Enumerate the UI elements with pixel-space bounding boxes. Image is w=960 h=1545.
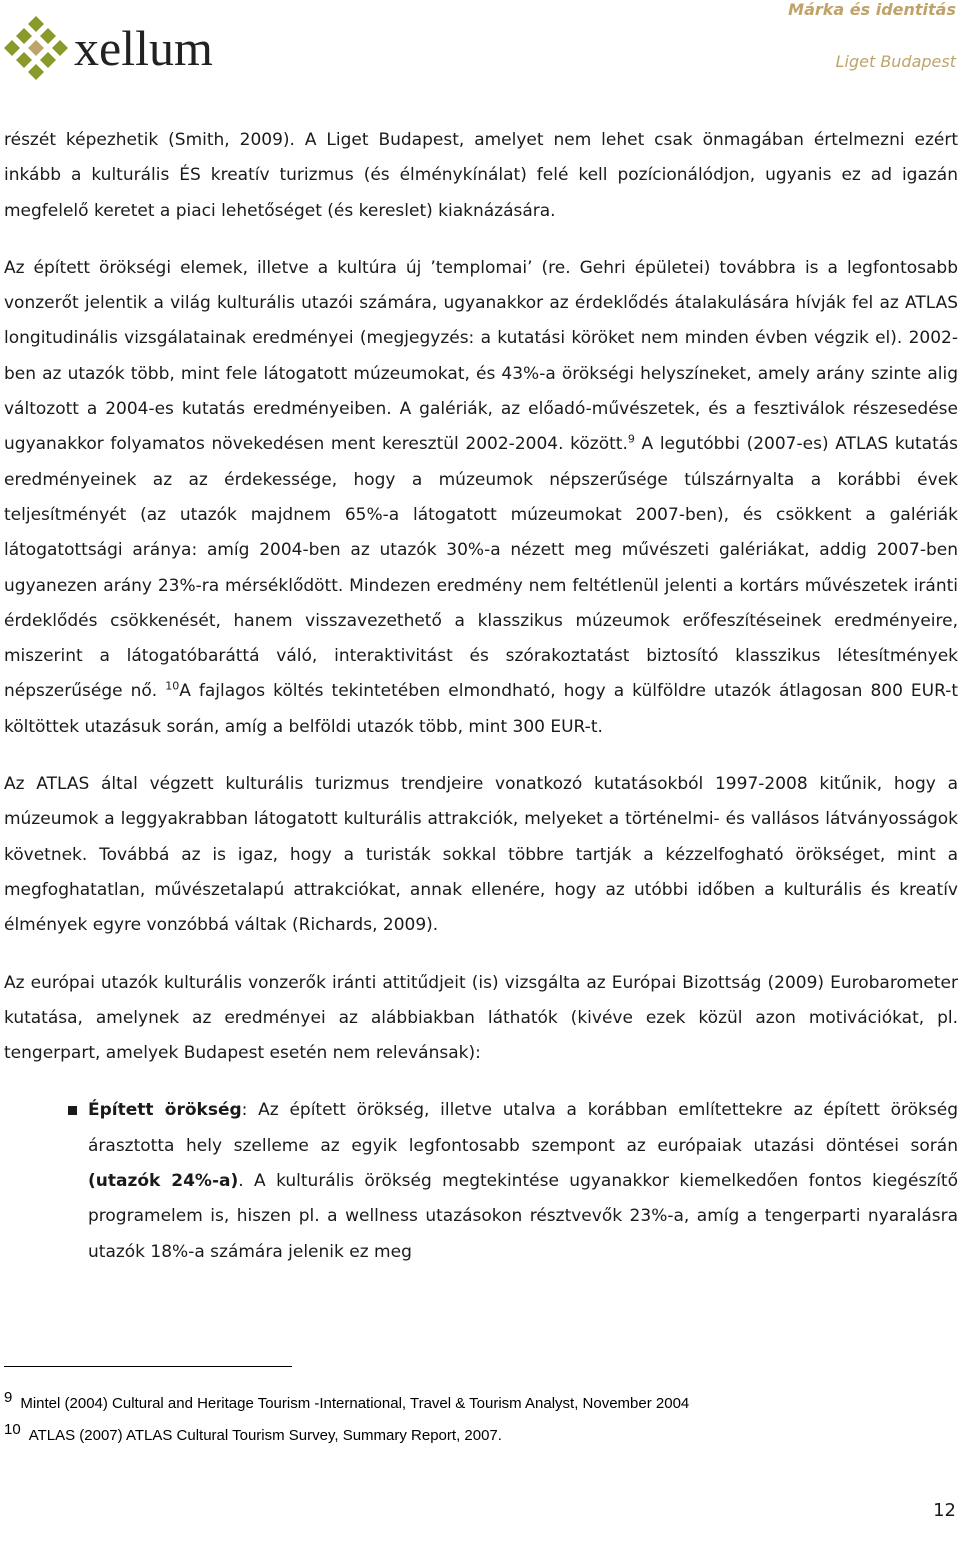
bullet-text-1: Az épített örökség, illetve utalva a korábban említettekre az épített örökség árasztotta hely szelleme az egyik legfontosabb szempont az európaiak utazási döntései során — [88, 1100, 958, 1156]
square-bullet-icon — [68, 1106, 77, 1115]
body-text — [4, 123, 958, 1270]
paragraph-atlas-part1: Az épített örökségi elemek, illetve a kultúra új ’templomai’ (re. Gehri épületei) továbbra is a legfontosabb vonzerőt jelentik a világ kulturális utazói számára, ugyanakkor az érdeklődés átalakulására hívják fel az ATLAS longitudinális vizsgálatainak eredményei (megjegyzés: a kutatási köröket nem minden évben végzik el). 2002-ben az utazók több, mint fele látogatott múzeumokat, és 43%-a örökségi helyszíneket, amely arány szinte alig változott a 2004-es kutatás eredményeiben. A galériák, az előadó-művészetek, és a fesztiválok részesedése ugyanakkor folyamatos növekedésen ment keresztül 2002-2004. között. — [4, 257, 958, 455]
paragraph-atlas-part2: A legutóbbi (2007-es) ATLAS kutatás eredményeinek az az érdekessége, hogy a múzeumok népszerűsége túlszárnyalta a korábbi évek teljesítményét (az utazók majdnem 65%-a látogatott múzeumokat 2007-ben), és csökkent a galériák látogatottsági aránya: amíg 2004-ben az utazók 30%-a nézett meg művészeti galériákat, addig 2007-ben ugyanezen arány 23%-ra mérséklődött. Mindezen eredmény nem feltétlenül jelenti a kortárs művészetek iránti érdeklődés csökkenését, hanem visszavezethető a klasszikus múzeumok erőfeszítéseinek eredményeire, miszerint a látogatóbaráttá váló, interaktivitást és szórakoztatást biztosító klasszikus létesítmények népszerűsége nő. — [4, 434, 959, 702]
footnote-text: Mintel (2004) Cultural and Heritage Tourism -International, Travel & Tourism Analyst, November 2004 — [20, 1395, 690, 1412]
footnote-10 — [4, 1421, 954, 1458]
header-title: Márka és identitás — [788, 0, 956, 19]
bullet-term: Épített örökség — [88, 1100, 242, 1121]
footnote-separator — [4, 1366, 292, 1367]
page-header — [0, 0, 960, 90]
page-number: 12 — [933, 1500, 956, 1521]
paragraph-atlas-part3: A fajlagos költés tekintetében elmondható, hogy a külföldre utazók átlagosan 800 EUR-t költöttek utazásuk során, amíg a belföldi utazók több, mint 300 EUR-t. — [4, 681, 959, 737]
bullet-sep: : — [241, 1100, 248, 1121]
footnote-9 — [4, 1389, 954, 1426]
bullet-stat: (utazók 24%-a) — [88, 1171, 239, 1192]
paragraph-trends: Az ATLAS által végzett kulturális turizmus trendjeire vonatkozó kutatásokból 1997-2008 kitűnik, hogy a múzeumok a leggyakrabban látogatott kulturális attrakciók, melyeket a történelmi- és vallásos látványosságok követnek. Továbbá az is igaz, hogy a turisták sokkal többre tartják a kézzelfogható örökséget, mint a megfoghatatlan, művészetalapú attrakciókat, annak ellenére, hogy az utóbbi időben a kulturális és kreatív élmények egyre vonzóbbá váltak (Richards, 2009). — [4, 774, 958, 936]
footnote-ref-10[interactable]: 10 — [165, 679, 180, 693]
bullet-text-2: . A kulturális örökség megtekintése ugyanakkor kiemelkedően fontos kiegészítő programelem is, hiszen pl. a wellness utazásokon résztvevők 23%-a, amíg a tengerparti nyaralásra utazók 18%-a számára jelenik ez meg — [88, 1171, 958, 1262]
footnote-ref-9[interactable]: 9 — [627, 432, 635, 446]
xellum-logo — [4, 14, 213, 82]
footnotes — [4, 1389, 954, 1458]
footnote-number: 9 — [4, 1389, 13, 1406]
header-subtitle: Liget Budapest — [835, 52, 956, 71]
footnote-text: ATLAS (2007) ATLAS Cultural Tourism Survey, Summary Report, 2007. — [28, 1427, 502, 1444]
paragraph-atlas — [4, 251, 958, 745]
logo-wordmark: xellum — [74, 20, 213, 76]
xellum-logo-icon — [4, 14, 68, 82]
bullet-text — [88, 1093, 958, 1269]
paragraph-eurobarometer: Az európai utazók kulturális vonzerők iránti attitűdjeit (is) vizsgálta az Európai Bizottság (2009) Eurobarometer kutatása, amelynek az eredményei az alábbiakban láthatók (kivéve ezek közül azon motivációkat, pl. tengerpart, amelyek Budapest esetén nem relevánsak): — [4, 972, 958, 1064]
paragraph-intro: részét képezhetik (Smith, 2009). A Liget Budapest, amelyet nem lehet csak önmagában értelmezni ezért inkább a kulturális ÉS kreatív turizmus (és élménykínálat) felé kell pozícionálódjon, ugyanis ez ad igazán megfelelő keretet a piaci lehetőséget (és kereslet) kiaknázására. — [4, 130, 958, 221]
footnote-number: 10 — [4, 1421, 21, 1438]
list-item — [4, 1093, 958, 1269]
